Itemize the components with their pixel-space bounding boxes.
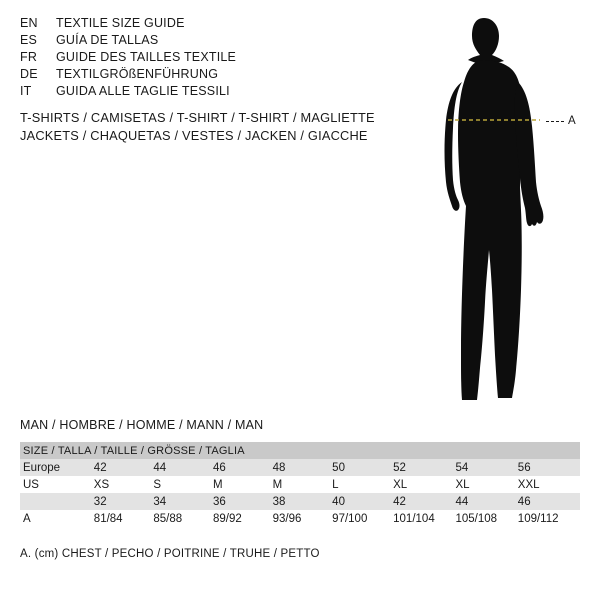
row-label: Europe <box>20 459 94 476</box>
cell: 109/112 <box>518 510 580 527</box>
cell: 81/84 <box>94 510 154 527</box>
table-row <box>20 493 580 510</box>
cell: 50 <box>332 459 393 476</box>
cell: M <box>213 476 273 493</box>
cell: M <box>273 476 333 493</box>
language-code: EN <box>20 16 38 30</box>
size-table <box>20 442 580 527</box>
cell: 48 <box>273 459 333 476</box>
language-text: TEXTILGRÖßENFÜHRUNG <box>56 67 219 81</box>
cell: 40 <box>332 493 393 510</box>
cell: S <box>153 476 213 493</box>
row-label: A <box>20 510 94 527</box>
category-list <box>20 110 400 146</box>
table-row <box>20 459 580 476</box>
cell: 36 <box>213 493 273 510</box>
language-row <box>20 84 360 101</box>
cell: XL <box>393 476 455 493</box>
table-title: MAN / HOMBRE / HOMME / MANN / MAN <box>20 418 264 432</box>
male-silhouette-icon <box>400 10 600 410</box>
cell: 46 <box>518 493 580 510</box>
cell: 56 <box>518 459 580 476</box>
row-label: US <box>20 476 94 493</box>
category-jackets: JACKETS / CHAQUETAS / VESTES / JACKEN / GIACCHE <box>20 128 368 143</box>
cell: XS <box>94 476 154 493</box>
cell: 54 <box>455 459 517 476</box>
cell: 38 <box>273 493 333 510</box>
cell: 105/108 <box>455 510 517 527</box>
cell: 46 <box>213 459 273 476</box>
language-list <box>20 16 360 101</box>
cell: 85/88 <box>153 510 213 527</box>
language-code: ES <box>20 33 38 47</box>
cell: XXL <box>518 476 580 493</box>
language-row <box>20 16 360 33</box>
language-code: DE <box>20 67 38 81</box>
cell: L <box>332 476 393 493</box>
table-header-row <box>20 442 580 459</box>
cell: 34 <box>153 493 213 510</box>
table-row <box>20 510 580 527</box>
cell: 89/92 <box>213 510 273 527</box>
language-text: TEXTILE SIZE GUIDE <box>56 16 185 30</box>
language-code: IT <box>20 84 32 98</box>
language-text: GUIDE DES TAILLES TEXTILE <box>56 50 237 64</box>
row-label <box>20 493 94 510</box>
cell: 101/104 <box>393 510 455 527</box>
cell: 44 <box>153 459 213 476</box>
language-text: GUÍA DE TALLAS <box>56 33 159 47</box>
body-figure <box>400 10 600 410</box>
measure-label-a: A <box>568 115 576 127</box>
language-row <box>20 67 360 84</box>
cell: 44 <box>455 493 517 510</box>
cell: 42 <box>94 459 154 476</box>
language-text: GUIDA ALLE TAGLIE TESSILI <box>56 84 230 98</box>
cell: XL <box>455 476 517 493</box>
language-row <box>20 33 360 50</box>
cell: 32 <box>94 493 154 510</box>
language-row <box>20 50 360 67</box>
cell: 52 <box>393 459 455 476</box>
cell: 93/96 <box>273 510 333 527</box>
footnote: A. (cm) CHEST / PECHO / POITRINE / TRUHE / PETTO <box>20 548 320 560</box>
table-row <box>20 476 580 493</box>
category-tshirts: T-SHIRTS / CAMISETAS / T-SHIRT / T-SHIRT / MAGLIETTE <box>20 110 375 125</box>
language-code: FR <box>20 50 38 64</box>
table-header-label: SIZE / TALLA / TAILLE / GRÖSSE / TAGLIA <box>20 442 580 459</box>
cell: 97/100 <box>332 510 393 527</box>
measure-leader-line <box>546 121 564 123</box>
cell: 42 <box>393 493 455 510</box>
